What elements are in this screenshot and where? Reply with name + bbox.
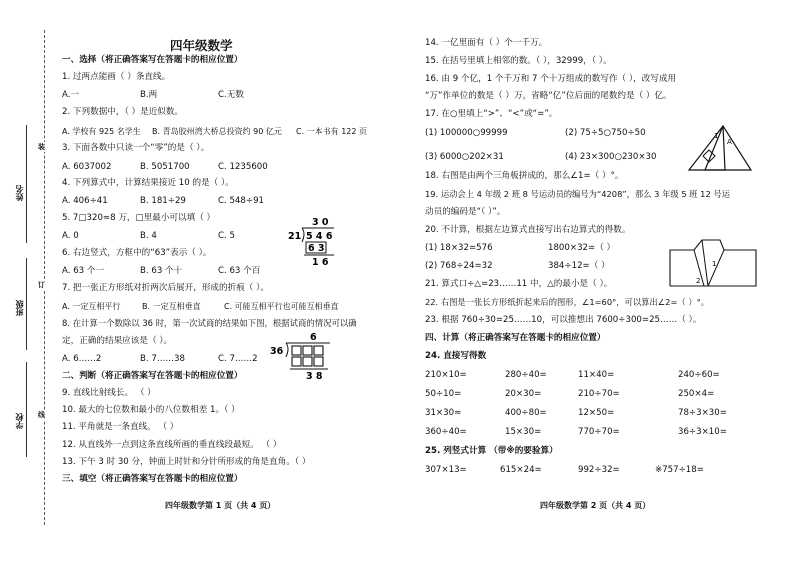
question-19-line-1: 19. 运动会上 4 年级 2 班 8 号运动员的编号为“4208”，那么 3 年级 5 班 12 号运 [425,189,730,199]
q4-option-b: B. 181÷29 [140,196,186,206]
question-12: 12. 从直线外一点到这条直线所画的垂直线段最短。 （ ） [62,440,282,450]
question-20: 20. 不计算，根据左边算式直接写出右边算式的得数。 [425,225,631,235]
calc-r1-c1: 20×30= [505,389,542,399]
q5-option-c: C. 5 [218,231,235,241]
q4-option-a: A. 406÷41 [62,196,108,206]
page-1-footer: 四年级数学第 1 页（共 4 页） [165,501,276,510]
q2-option-a: A. 学校有 925 名学生 [62,127,141,136]
name-underline [26,125,27,243]
div2-remainder: 3 8 [306,371,323,382]
question-8-line-1: 8. 在计算一个数除以 36 时，第一次试商的结果如下图，根据试商的情况可以确 [62,318,357,328]
question-7: 7. 把一张正方形纸对折两次后展开，形成的折痕（ ）。 [62,283,270,293]
question-19-line-2: 动员的编码是“（ ）”。 [425,207,506,217]
div1-remainder: 1 6 [312,257,329,268]
name-label: 姓名 [15,185,24,201]
q5-option-b: B. 4 [140,231,157,241]
calc-r1-c3: 250×4= [678,389,715,399]
q1-option-b: B.两 [140,90,158,100]
question-3: 3. 下面各数中只读一个“零”的是（ ）。 [62,143,210,153]
calc-r2-c2: 12×50= [578,408,615,418]
q2-option-b: B. 青岛胶州湾大桥总投资约 90 亿元 [152,127,282,136]
q6-option-a: A. 63 个一 [62,266,105,276]
q17-item-3: (3) 6000○202×31 [425,152,504,162]
folded-paper-figure-q22 [668,236,760,290]
long-division-figure-q6 [286,215,336,269]
q8-option-a: A. 6……2 [62,354,102,364]
school-label: 学校 [15,413,24,429]
question-16-line-1: 16. 由 9 个亿，1 个千万和 7 个十万组成的数写作（ ），改写成用 [425,74,677,84]
q7-option-b: B. 一定互相垂直 [142,302,201,311]
q20-item-2: (2) 768÷24=32 [425,261,493,271]
page-title: 四年级数学 [170,38,233,53]
question-17: 17. 在○里填上“>”、“<”或“=”。 [425,109,558,119]
binding-line [44,30,45,525]
calc-r2-c0: 31×30≈ [425,408,462,418]
vertical-calc-3: 992÷32= [578,465,620,475]
question-10: 10. 最大的七位数和最小的八位数相差 1。（ ） [62,405,240,415]
calc-r1-c0: 50÷10= [425,389,462,399]
fig22-label-2: 2 [696,277,701,285]
calc-r3-c1: 15×30= [505,427,542,437]
q20-item-1-blank: 1800×32=（ ） [548,243,616,253]
question-9: 9. 直线比射线长。 （ ） [62,388,156,398]
question-2: 2. 下列数据中，（ ）是近似数。 [62,107,184,117]
q1-option-c: C.无数 [218,90,244,100]
vertical-calc-2: 615×24= [500,465,542,475]
question-14: 14. 一亿里面有（ ）个一千万。 [425,38,548,48]
div1-divisor: 21 [288,231,302,242]
vertical-calc-4: ※757÷18= [655,465,704,475]
q3-option-a: A. 6037002 [62,162,112,172]
q20-item-1: (1) 18×32=576 [425,243,493,253]
question-6: 6. 右边竖式，方框中的“63”表示（ ）。 [62,248,212,258]
q1-option-a: A.一 [62,90,80,100]
binding-mark-zhuang: 装 [38,143,45,151]
question-8-line-2: 定，正确的结果应该是（ ）。 [62,336,173,346]
triangle-figure-q18 [685,120,755,175]
question-1: 1. 过两点能画（ ）条直线。 [62,72,171,82]
div1-quotient: 3 0 [312,217,329,228]
q17-item-2: (2) 75÷5○750÷50 [565,128,646,138]
q4-option-c: C. 548÷91 [218,196,265,206]
q3-option-c: C. 1235600 [218,162,268,172]
question-22: 22. 右图是一张长方形纸折起来后的图形，∠1=60°，可以算出∠2=（ ）°。 [425,297,710,307]
question-25: 25. 列竖式计算 （带※的要验算） [425,446,558,456]
div2-quotient: 6 [310,332,317,343]
fig18-label-a: A [727,138,732,146]
calc-r1-c2: 210÷70= [578,389,620,399]
calc-r3-c2: 770÷70= [578,427,620,437]
q7-option-a: A. 一定互相平行 [62,302,121,311]
calc-r0-c2: 11×40= [578,370,615,380]
section-2-heading: 二、判断（将正确答案写在答题卡的相应位置） [62,371,243,381]
div2-divisor: 36 [270,346,284,357]
div1-boxed: 6 3 [308,243,325,254]
fig18-label-1: 1 [714,132,719,140]
q6-option-c: C. 63 个百 [218,266,261,276]
q6-option-b: B. 63 个十 [140,266,183,276]
q7-option-c: C. 可能互相平行也可能互相垂直 [224,302,339,311]
question-13: 13. 下午 3 时 30 分，钟面上时针和分针所形成的角是直角。（ ） [62,457,311,467]
q20-item-2-blank: 384÷12=（ ） [548,261,610,271]
calc-r0-c3: 240÷60= [678,370,720,380]
question-11: 11. 平角就是一条直线。 （ ） [62,422,179,432]
fig22-label-1: 1 [712,260,717,268]
q8-option-b: B. 7……38 [140,354,185,364]
calc-r3-c3: 36÷3×10= [678,427,727,437]
page-2-footer: 四年级数学第 2 页（共 4 页） [540,501,651,510]
school-underline [26,362,27,457]
question-23: 23. 根据 760÷30=25……10，可以推想出 7600÷300=25……（ ）。 [425,315,702,325]
section-4-heading: 四、计算（将正确答案写在答题卡的相应位置） [425,333,606,343]
binding-mark-xian: 线 [38,411,45,419]
q2-option-c: C. 一本书有 122 页 [296,127,368,136]
q5-option-a: A. 0 [62,231,79,241]
binding-mark-ding: 订 [38,281,45,289]
question-18: 18. 右图是由两个三角板拼成的，那么∠1=（ ）°。 [425,171,624,181]
q17-item-1: (1) 100000○99999 [425,128,508,138]
question-16-line-2: “万”作单位的数是（ ）万，省略“亿”位后面的尾数约是（ ）亿。 [425,91,672,101]
section-3-heading: 三、填空（将正确答案写在答题卡的相应位置） [62,474,243,484]
class-label: 班级 [15,300,24,316]
calc-r0-c1: 280÷40= [505,370,547,380]
question-21: 21. 算式口÷△=23……11 中，△的最小是（ ）。 [425,279,613,289]
vertical-calc-1: 307×13= [425,465,467,475]
calc-r3-c0: 360÷40= [425,427,467,437]
q17-item-4: (4) 23×300○230×30 [565,152,657,162]
q8-option-c: C. 7……2 [218,354,258,364]
question-4: 4. 下列算式中，计算结果接近 10 的是（ ）。 [62,178,234,188]
long-division-figure-q8 [270,330,332,382]
question-15: 15. 在括号里填上相邻的数。（ ），32999，（ ）。 [425,56,612,66]
q3-option-b: B. 5051700 [140,162,190,172]
class-underline [26,258,27,350]
calc-r2-c1: 400÷80= [505,408,547,418]
div1-dividend: 5 4 6 [306,231,333,242]
calc-r0-c0: 210×10= [425,370,467,380]
calc-r2-c3: 78÷3×30= [678,408,727,418]
question-24: 24. 直接写得数 [425,351,487,361]
question-5: 5. 7□320≈8 万，□里最小可以填（ ） [62,213,216,223]
section-1-heading: 一、选择（将正确答案写在答题卡的相应位置） [62,55,243,65]
